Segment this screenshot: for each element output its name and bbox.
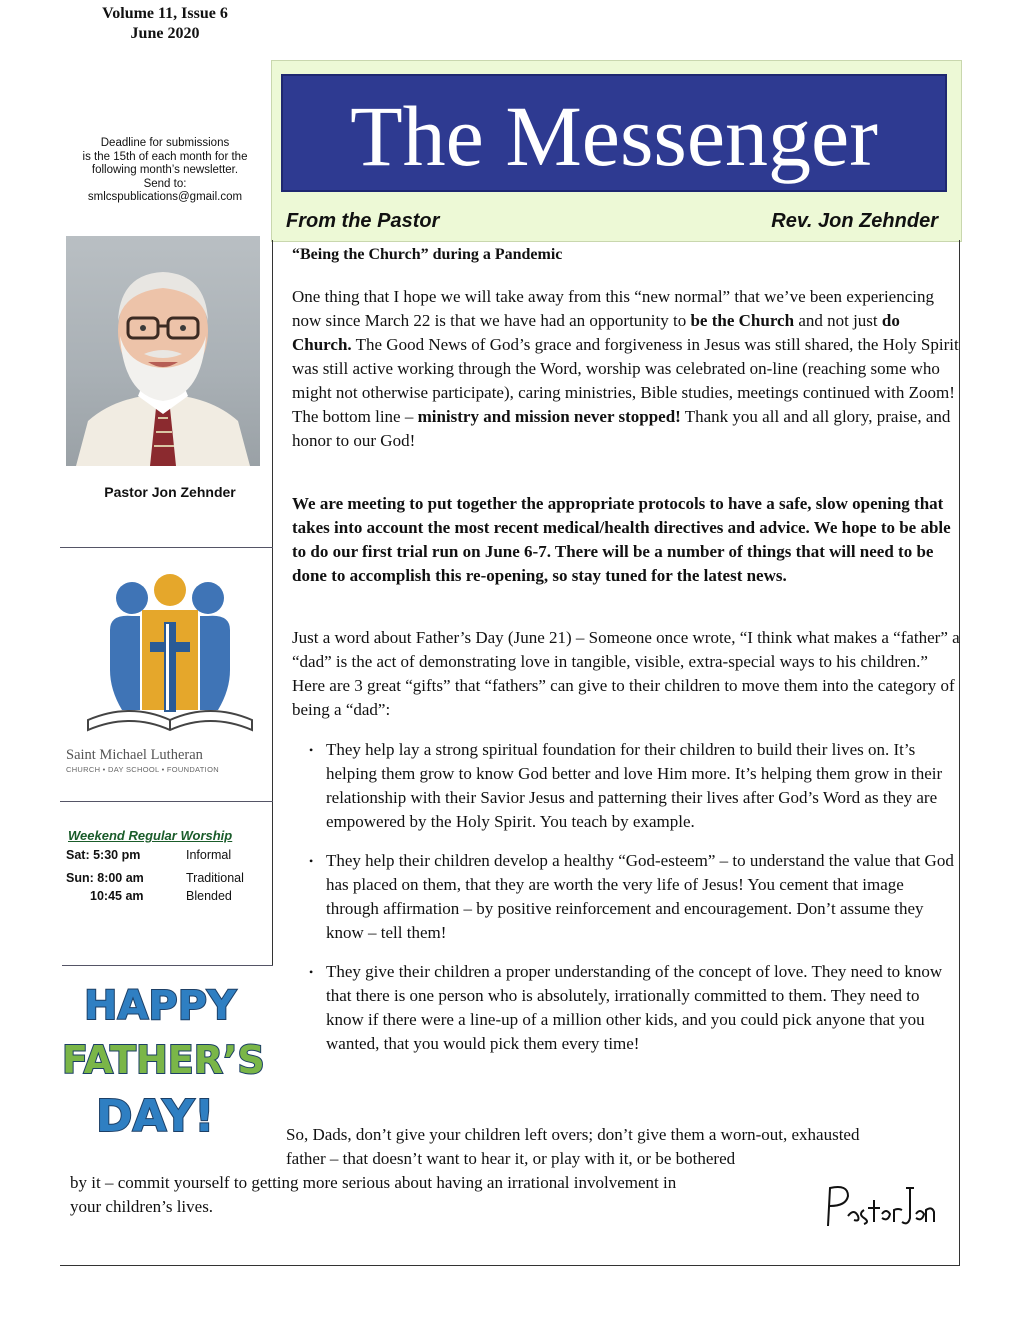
list-item <box>292 849 960 945</box>
closing-line: by it – commit yourself to getting more serious about having an irrational involvement in <box>70 1173 677 1192</box>
deadline-line: following month’s newsletter. <box>91 164 239 176</box>
text-run: One thing that I hope we will take away from this “new normal” that we’ve been experiencing now since March 22 is that we have had an opportunity to <box>292 287 934 330</box>
deadline-line: Send to: <box>143 177 187 190</box>
fathers-day-graphic <box>62 975 272 1145</box>
church-logo-icon <box>80 570 260 745</box>
volume-issue: Volume 11, Issue 6 <box>102 5 228 22</box>
bullet-icon: • <box>309 854 314 868</box>
worship-style: Blended <box>186 889 232 903</box>
worship-time: Sat: 5:30 pm <box>66 848 141 862</box>
closing-line: father – that doesn’t want to hear it, or play with it, or be bothered <box>286 1149 736 1168</box>
worship-row <box>66 871 144 886</box>
worship-heading: Weekend Regular Worship <box>68 828 233 843</box>
list-item <box>292 960 960 1056</box>
sidebar-rule <box>60 547 273 548</box>
list-item <box>292 738 960 834</box>
worship-row <box>90 889 144 904</box>
text-run: and not just <box>794 311 882 330</box>
church-logo <box>80 570 260 745</box>
bottom-rule <box>60 1265 960 1266</box>
signature-icon <box>818 1178 938 1238</box>
worship-row <box>66 848 140 863</box>
announcement-paragraph: We are meeting to put together the appropriate protocols to have a safe, slow opening that takes into account the most recent medical/health directives and advice. We hope to be able to do our first trial run on June 6-7. There will be a number of things that will need to be done to accomplish this re-opening, so stay tuned for the latest news. <box>292 494 951 585</box>
deadline-note <box>40 137 290 205</box>
text-run-bold: be the Church <box>690 311 795 330</box>
bullet-icon: • <box>309 965 314 979</box>
article-subhead: “Being the Church” during a Pandemic <box>292 246 563 263</box>
deadline-line: Deadline for submissions <box>100 137 230 149</box>
paragraph: Just a word about Father’s Day (June 21) – Someone once wrote, “I think what makes a “father” a “dad” is the act of demonstrating love in tangible, visible, extra-special ways to his children.” Here are 3 great “gifts” that “fathers” can give to their children to move them into the category of being a “dad”: <box>292 628 960 719</box>
list-item-text: They help their children develop a healthy “God-esteem” – to understand the value that God has placed on them, that they are worth the very life of Jesus! You cement that image through affirmation – by positive reinforcement and encouragement. Don’t assume they know – tell them! <box>326 851 954 942</box>
deadline-line: is the 15th of each month for the <box>82 150 248 163</box>
newsletter-title: The Messenger <box>350 88 878 184</box>
church-subtitle: CHURCH • DAY SCHOOL • FOUNDATION <box>66 765 219 774</box>
section-author: Rev. Jon Zehnder <box>771 210 938 232</box>
photo-caption: Pastor Jon Zehnder <box>104 484 236 500</box>
closing-line: your children’s lives. <box>70 1197 214 1216</box>
sidebar-rule <box>60 801 273 802</box>
pastor-signature <box>818 1178 938 1238</box>
text-run-bold: do Church. <box>292 311 900 354</box>
list-item-text: They help lay a strong spiritual foundation for their children to build their lives on. It’s helping them grow to know God better and love Him more. It’s helping them grow in their relationship with their Savior Jesus and patterning their lives after God’s Word as they are empowered by the Holy Spirit. You teach by example. <box>326 740 943 831</box>
worship-style: Traditional <box>186 871 244 885</box>
pastor-photo <box>66 236 260 466</box>
text-run: Thank you all and all glory, praise, and honor to our God! <box>292 407 951 450</box>
gifts-list <box>292 738 960 1071</box>
fathers-day-word: HAPPY <box>84 983 237 1029</box>
worship-time: 10:45 am <box>90 889 144 903</box>
worship-time: Sun: 8:00 am <box>66 871 144 885</box>
sidebar-rule <box>62 965 273 966</box>
issue-info <box>60 4 270 44</box>
fathers-day-word: DAY! <box>96 1091 215 1142</box>
text-run: The Good News of God’s grace and forgiveness in Jesus was still shared, the Holy Spirit was still active working through the Word, worship was celebrated on-line (reaching some who might not otherwise participate), caring ministries, Bible studies, meetings continued with Zoom! The bottom line – <box>292 335 959 426</box>
list-item-text: They give their children a proper understanding of the concept of love. They need to know that there is one person who is absolutely, irrationally committed to them. They need to know if there were a line-up of a million other kids, and you could pick anyone that you wanted, that you would pick them every time! <box>326 962 943 1053</box>
fathers-day-word: FATHER’S <box>62 1038 265 1082</box>
paragraph <box>292 285 960 453</box>
fathers-day-icon <box>62 975 272 1145</box>
church-name: Saint Michael Lutheran <box>66 747 203 763</box>
portrait-illustration <box>66 236 260 466</box>
text-run-bold: ministry and mission never stopped! <box>417 407 681 426</box>
closing-line: So, Dads, don’t give your children left overs; don’t give them a worn-out, exhausted <box>286 1125 860 1144</box>
issue-date: June 2020 <box>130 25 200 42</box>
section-heading: From the Pastor <box>286 210 440 232</box>
bullet-icon: • <box>309 743 314 757</box>
submission-email[interactable]: smlcspublications@gmail.com <box>87 191 243 203</box>
sidebar-divider <box>272 240 273 965</box>
worship-style: Informal <box>186 848 232 862</box>
